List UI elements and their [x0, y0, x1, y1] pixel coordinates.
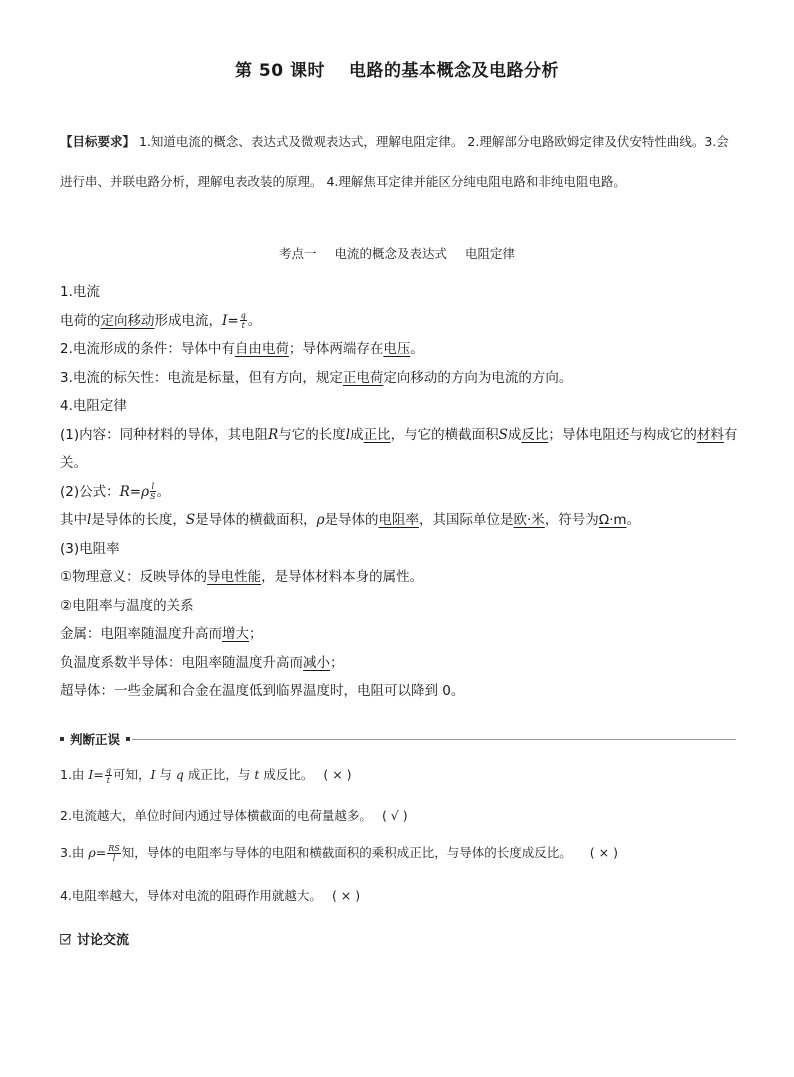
- judge-section-header: [60, 732, 736, 746]
- resistivity-temperature: ②电阻率与温度的关系: [60, 597, 194, 614]
- goals-label: 【目标要求】: [60, 134, 136, 149]
- fraction-q-over-t: $\frac{q}{t}$: [240, 311, 246, 330]
- judge-label: 判断正误: [70, 732, 121, 747]
- judge-item-1: 1.由 I= $\frac{q}{t}$ 可知，I 与 q 成正比，与 t 成反比。 ( × ): [60, 766, 352, 785]
- answer-mark: ( × ): [323, 767, 352, 782]
- resistance-formula: (2)公式：R=ρ $\frac{l}{S}$ 。: [60, 482, 171, 501]
- judge-item-3: 3.由 ρ= $\frac{RS}{l}$ 知，导体的电阻率与导体的电阻和横截面积的乘积成正比，与导体的长度成反比。 ( × ): [60, 844, 618, 863]
- section-heading: 考点一 电流的概念及表达式 电阻定律: [278, 246, 516, 261]
- divider-line: [132, 739, 736, 740]
- answer-mark: ( × ): [331, 888, 361, 903]
- square-bullet-icon: [126, 737, 130, 741]
- fraction-rs-over-l: $\frac{RS}{l}$: [108, 844, 120, 863]
- resistance-law-content: (1)内容：同种材料的导体，其电阻R与它的长度l成正比，与它的横截面积S成反比；导体电阻还与构成它的材料有关。: [60, 426, 738, 471]
- answer-mark: ( × ): [589, 845, 618, 860]
- formula-explanation: 其中l是导体的长度，S是导体的横截面积，ρ是导体的电阻率，其国际单位是欧·米，符号为Ω·m。: [60, 512, 641, 528]
- current-direction: 3.电流的标矢性：电流是标量，但有方向，规定正电荷定向移动的方向为电流的方向。: [60, 369, 573, 386]
- metal-resistivity: 金属：电阻率随温度升高而增大；: [60, 626, 263, 642]
- answer-mark: ( √ ): [381, 808, 408, 823]
- learning-goals: [60, 122, 740, 202]
- checkbox-pencil-icon: [60, 933, 72, 945]
- heading-resistance-law: 4.电阻定律: [60, 398, 127, 414]
- semiconductor-resistivity: 负温度系数半导体：电阻率随温度升高而减小；: [60, 654, 344, 671]
- heading-current: 1.电流: [60, 284, 100, 300]
- superconductor: 超导体：一些金属和合金在温度低到临界温度时，电阻可以降到 0。: [60, 683, 465, 699]
- discussion-heading: 讨论交流: [60, 929, 129, 948]
- heading-resistivity: (3)电阻率: [60, 540, 120, 557]
- current-condition: 2.电流形成的条件：导体中有自由电荷；导体两端存在电压。: [60, 341, 424, 357]
- page-title: 第 50 课时 电路的基本概念及电路分析: [235, 61, 559, 81]
- judge-item-4: 4.电阻率越大，导体对电流的阻碍作用就越大。 ( × ): [60, 888, 361, 903]
- content-body: [60, 278, 750, 706]
- judge-item-2: 2.电流越大，单位时间内通过导体横截面的电荷量越多。 ( √ ): [60, 808, 408, 823]
- fraction-q-over-t: $\frac{q}{t}$: [105, 766, 111, 785]
- current-definition: 电荷的定向移动形成电流，I= $\frac{q}{t}$ 。: [60, 311, 262, 330]
- resistivity-meaning: ①物理意义：反映导体的导电性能，是导体材料本身的属性。: [60, 569, 424, 585]
- fraction-l-over-s: $\frac{l}{S}$: [150, 482, 156, 501]
- goals-text: 1.知道电流的概念、表达式及微观表达式，理解电阻定律。 2.理解部分电路欧姆定律及伏安特性曲线。3.会进行串、并联电路分析，理解电表改装的原理。 4.理解焦耳定律并能区分纯电阻电路和非纯电阻电路。: [60, 134, 729, 189]
- square-bullet-icon: [60, 737, 64, 741]
